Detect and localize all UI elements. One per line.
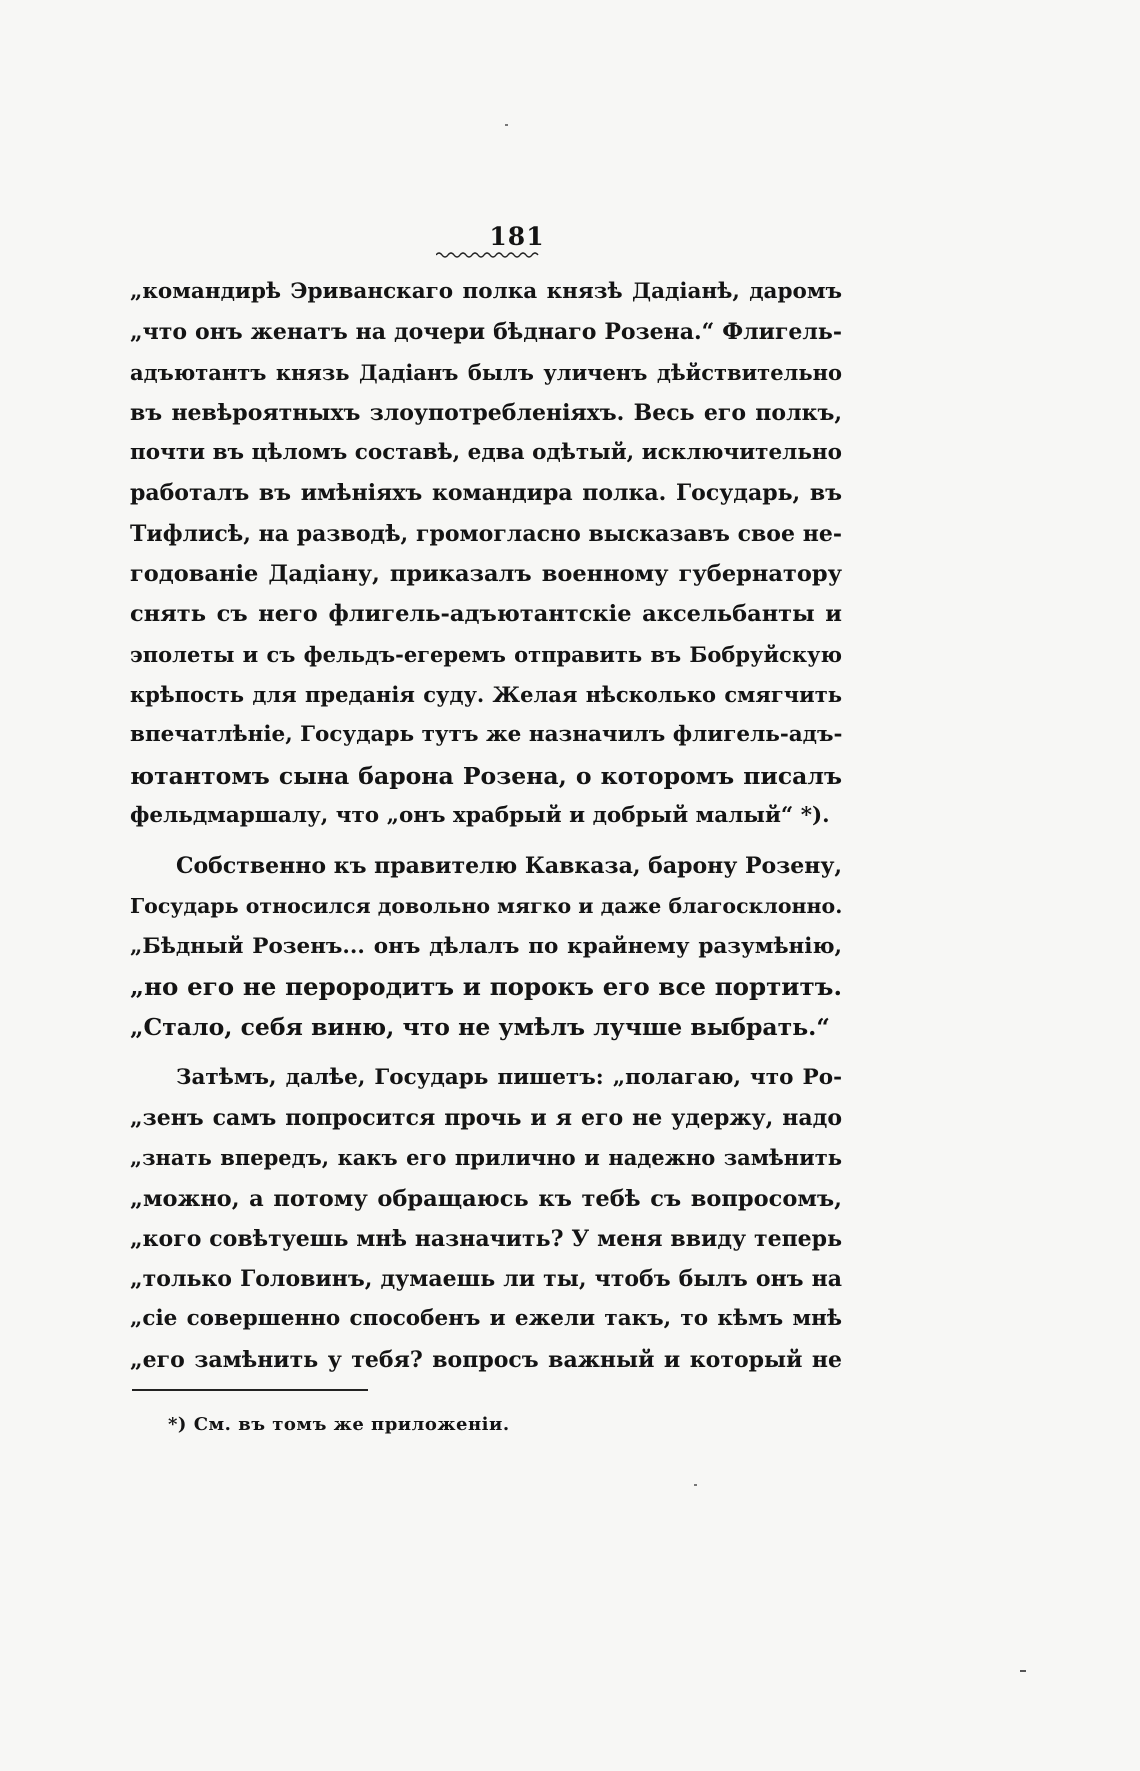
text-line: крѣпость для преданія суду. Желая нѣсколько смягчить <box>130 681 842 707</box>
scan-speck <box>1020 1670 1026 1672</box>
text-line: „его замѣнить у тебя? вопросъ важный и который не <box>130 1346 842 1373</box>
text-line: „только Головинъ, думаешь ли ты, чтобъ былъ онъ на <box>130 1266 842 1293</box>
text-line: годованіе Дадіану, приказалъ военному губернатору <box>130 561 842 588</box>
text-line: „кого совѣтуешь мнѣ назначить? У меня ввиду теперь <box>130 1225 842 1252</box>
text-line: „сіе совершенно способенъ и ежели такъ, то кѣмъ мнѣ <box>130 1306 842 1332</box>
text-line: въ невѣроятныхъ злоупотребленіяхъ. Весь его полкъ, <box>130 399 842 426</box>
text-line: снять съ него флигель-адъютантскіе аксельбанты и <box>130 601 842 628</box>
text-line: „Бѣдный Розенъ... онъ дѣлалъ по крайнему разумѣнію, <box>130 933 842 959</box>
body-text <box>130 272 842 1380</box>
text-line: фельдмаршалу, что „онъ храбрый и добрый малый“ *). <box>130 802 830 828</box>
page-number-underline <box>436 251 540 259</box>
text-line: Затѣмъ, далѣе, Государь пишетъ: „полагаю, что Ро- <box>176 1064 842 1090</box>
text-line: впечатлѣніе, Государь тутъ же назначилъ флигель-адъ- <box>130 722 842 748</box>
text-line: „знать впередъ, какъ его прилично и надежно замѣнить <box>130 1145 842 1171</box>
text-line: работалъ въ имѣніяхъ командира полка. Государь, въ <box>130 480 842 507</box>
text-line: „что онъ женатъ на дочери бѣднаго Розена.“ Флигель- <box>130 319 842 346</box>
scan-speck <box>694 1484 697 1486</box>
text-line: Тифлисѣ, на разводѣ, громогласно высказавъ свое не- <box>130 520 842 547</box>
text-line: адъютантъ князь Дадіанъ былъ уличенъ дѣйствительно <box>130 359 842 385</box>
text-line: „можно, а потому обращаюсь къ тебѣ съ вопросомъ, <box>130 1185 842 1212</box>
text-line: „но его не перородитъ и порокъ его все портитъ. <box>130 972 842 1002</box>
paragraph-gap <box>130 1048 842 1058</box>
text-line: Собственно къ правителю Кавказа, барону Розену, <box>176 853 842 880</box>
footnote-divider <box>132 1389 368 1391</box>
text-line: „зенъ самъ попросится прочь и я его не удержу, надо <box>130 1104 842 1131</box>
page-number: 181 <box>489 222 545 251</box>
paragraph-gap <box>130 836 842 846</box>
text-line: „Стало, себя виню, что не умѣлъ лучше выбрать.“ <box>130 1013 830 1042</box>
footnote: *) См. въ томъ же приложеніи. <box>168 1414 510 1435</box>
text-line: эполеты и съ фельдъ-егеремъ отправить въ Бобруйскую <box>130 641 842 667</box>
text-line: Государь относился довольно мягко и даже благосклонно. <box>130 894 842 919</box>
text-line: „командирѣ Эриванскаго полка князѣ Дадіанѣ, даромъ <box>130 279 842 304</box>
text-line: почти въ цѣломъ составѣ, едва одѣтый, исключительно <box>130 440 842 466</box>
scan-speck <box>505 124 508 126</box>
text-line: ютантомъ сына барона Розена, о которомъ писалъ <box>130 761 842 790</box>
